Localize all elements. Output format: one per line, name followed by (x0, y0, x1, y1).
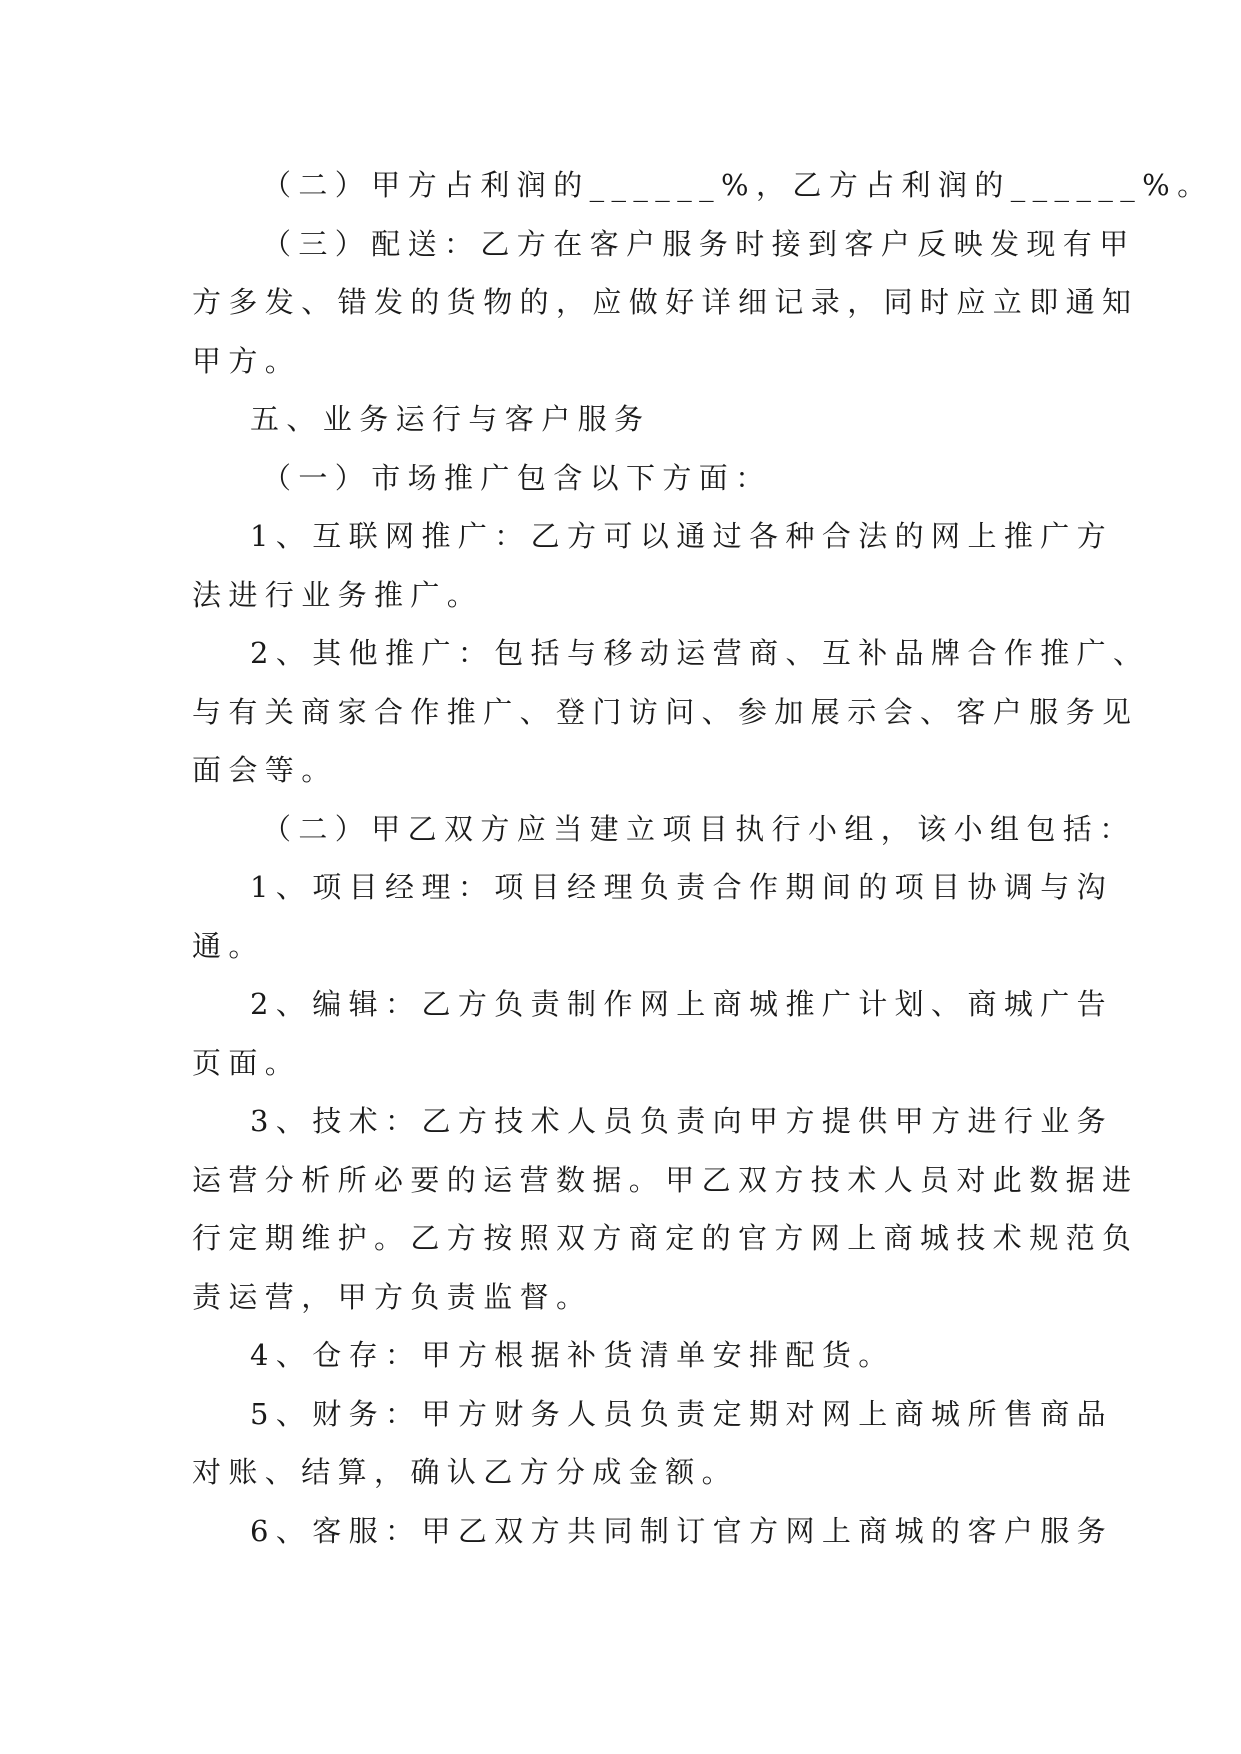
paragraph-first-line: （三）配送：乙方在客户服务时接到客户反映发现有甲 (262, 226, 1136, 261)
paragraph-first-line: 3、技术：乙方技术人员负责向甲方提供甲方进行业务 (250, 1104, 1114, 1138)
paragraph-first-line: 2、编辑：乙方负责制作网上商城推广计划、商城广告 (250, 987, 1114, 1021)
paragraph-first-line: 6、客服：甲乙双方共同制订官方网上商城的客户服务 (250, 1513, 1114, 1548)
paragraph-continuation-line: 与有关商家合作推广、登门访问、参加展示会、客户服务见 (192, 694, 1139, 729)
paragraph-first-line: （一）市场推广包含以下方面： (262, 460, 772, 495)
paragraph-continuation-line: 责运营，甲方负责监督。 (192, 1279, 593, 1314)
paragraph-first-line: 五、业务运行与客户服务 (250, 402, 651, 436)
paragraph-continuation-line: 甲方。 (192, 343, 302, 378)
paragraph-first-line: （二）甲方占利润的______%，乙方占利润的______%。 (262, 168, 1214, 202)
paragraph-first-line: （二）甲乙双方应当建立项目执行小组，该小组包括： (262, 811, 1136, 846)
paragraph-continuation-line: 运营分析所必要的运营数据。甲乙双方技术人员对此数据进 (192, 1162, 1139, 1197)
paragraph-first-line: 1、互联网推广：乙方可以通过各种合法的网上推广方 (250, 519, 1114, 553)
paragraph-continuation-line: 行定期维护。乙方按照双方商定的官方网上商城技术规范负 (192, 1221, 1139, 1255)
paragraph-continuation-line: 通。 (192, 928, 265, 963)
paragraph-continuation-line: 面会等。 (192, 753, 338, 787)
paragraph-continuation-line: 法进行业务推广。 (192, 577, 484, 612)
document-body (192, 156, 1214, 1560)
paragraph-first-line: 1、项目经理：项目经理负责合作期间的项目协调与沟 (250, 870, 1114, 904)
paragraph-first-line: 4、仓存：甲方根据补货清单安排配货。 (250, 1338, 895, 1372)
paragraph-continuation-line: 页面。 (192, 1045, 302, 1080)
paragraph-continuation-line: 对账、结算，确认乙方分成金额。 (192, 1455, 739, 1489)
paragraph-first-line: 2、其他推广：包括与移动运营商、互补品牌合作推广、 (250, 636, 1150, 670)
paragraph-first-line: 5、财务：甲方财务人员负责定期对网上商城所售商品 (250, 1396, 1114, 1431)
paragraph-continuation-line: 方多发、错发的货物的，应做好详细记录，同时应立即通知 (192, 285, 1139, 319)
